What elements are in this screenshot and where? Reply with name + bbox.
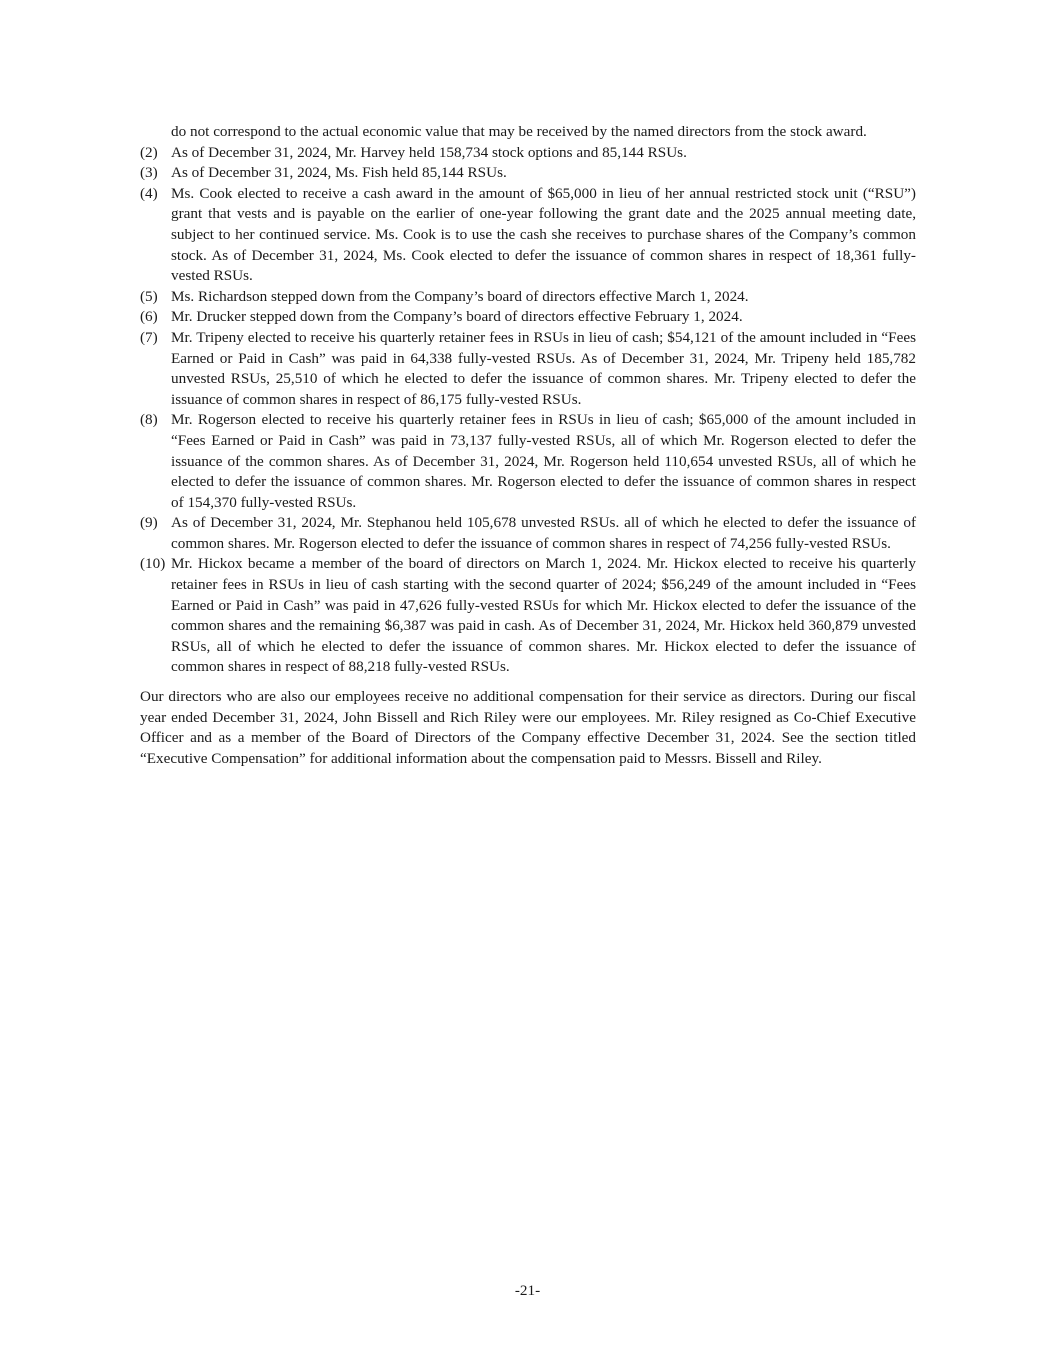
footnote-number: (4)	[140, 184, 158, 202]
footnote-number: (6)	[140, 308, 158, 326]
footnote-text: Mr. Hickox became a member of the board of directors on March 1, 2024. Mr. Hickox elected to receive his quarterly retainer fees in RSUs in lieu of cash starting with the second quarter of 2024; $56,249 of the amount included in “Fees Earned or Paid in Cash” was paid in 47,626 fully-vested RSUs for which Mr. Hickox elected to defer the issuance of the common shares and the remaining $6,387 was paid in cash. As of December 31, 2024, Mr. Hickox held 360,879 unvested RSUs, all of which he elected to defer the issuance of common shares. Mr. Hickox elected to defer the issuance of common shares in respect of 88,218 fully-vested RSUs.	[171, 555, 916, 676]
footnote-6	[140, 307, 916, 328]
footnote-9	[140, 513, 916, 554]
footnote-text: Ms. Cook elected to receive a cash award in the amount of $65,000 in lieu of her annual restricted stock unit (“RSU”) grant that vests and is payable on the earlier of one-year following the grant date and the 2025 annual meeting date, subject to her continued service. Ms. Cook is to use the cash she receives to purchase shares of the Company’s common stock. As of December 31, 2024, Ms. Cook elected to defer the issuance of common shares in respect of 18,361 fully-vested RSUs.	[171, 184, 916, 285]
footnote-text: Mr. Drucker stepped down from the Company’s board of directors effective February 1, 2024.	[171, 308, 743, 326]
footnote-3	[140, 163, 916, 184]
footnote-5	[140, 287, 916, 308]
footnote-1-continuation: do not correspond to the actual economic value that may be received by the named directors from the stock award.	[171, 123, 867, 140]
page-number: -21-	[514, 1282, 541, 1299]
footnote-7	[140, 328, 916, 410]
body-paragraph: Our directors who are also our employees receive no additional compensation for their service as directors. During our fiscal year ended December 31, 2024, John Bissell and Rich Riley were our employees. Mr. Riley resigned as Co-Chief Executive Officer and as a member of the Board of Directors of the Company effective December 31, 2024. See the section titled “Executive Compensation” for additional information about the compensation paid to Messrs. Bissell and Riley.	[140, 688, 916, 767]
footnote-number: (10)	[140, 555, 166, 573]
footnote-text: As of December 31, 2024, Ms. Fish held 85,144 RSUs.	[171, 164, 507, 182]
footnote-8	[140, 410, 916, 513]
footnote-number: (5)	[140, 287, 158, 305]
footnote-text: Mr. Tripeny elected to receive his quarterly retainer fees in RSUs in lieu of cash; $54,121 of the amount included in “Fees Earned or Paid in Cash” was paid in 64,338 fully-vested RSUs. As of December 31, 2024, Mr. Tripeny held 185,782 unvested RSUs, 25,510 of which he elected to defer the issuance of common shares. Mr. Tripeny elected to defer the issuance of common shares in respect of 86,175 fully-vested RSUs.	[171, 328, 916, 408]
footnote-number: (9)	[140, 514, 158, 532]
footnote-text: As of December 31, 2024, Mr. Stephanou held 105,678 unvested RSUs. all of which he elected to defer the issuance of common shares. Mr. Rogerson elected to defer the issuance of common shares in respect of 74,256 fully-vested RSUs.	[171, 514, 916, 552]
footnote-2	[140, 143, 916, 164]
footnote-text: Mr. Rogerson elected to receive his quarterly retainer fees in RSUs in lieu of cash; $65,000 of the amount included in “Fees Earned or Paid in Cash” was paid in 73,137 fully-vested RSUs, all of which Mr. Rogerson elected to defer the issuance of the common shares. As of December 31, 2024, Mr. Rogerson held 110,654 unvested RSUs, all of which he elected to defer the issuance of common shares. Mr. Rogerson elected to defer the issuance of common shares in respect of 154,370 fully-vested RSUs.	[171, 411, 916, 511]
footnote-number: (8)	[140, 411, 158, 429]
footnote-text: Ms. Richardson stepped down from the Company’s board of directors effective March 1, 2024.	[171, 287, 749, 305]
document-body	[140, 122, 916, 769]
footnote-number: (3)	[140, 164, 158, 182]
footnote-number: (7)	[140, 328, 158, 346]
footnote-10	[140, 554, 916, 678]
footnote-4	[140, 184, 916, 287]
footnote-text: As of December 31, 2024, Mr. Harvey held 158,734 stock options and 85,144 RSUs.	[171, 143, 687, 161]
footnote-number: (2)	[140, 143, 158, 161]
